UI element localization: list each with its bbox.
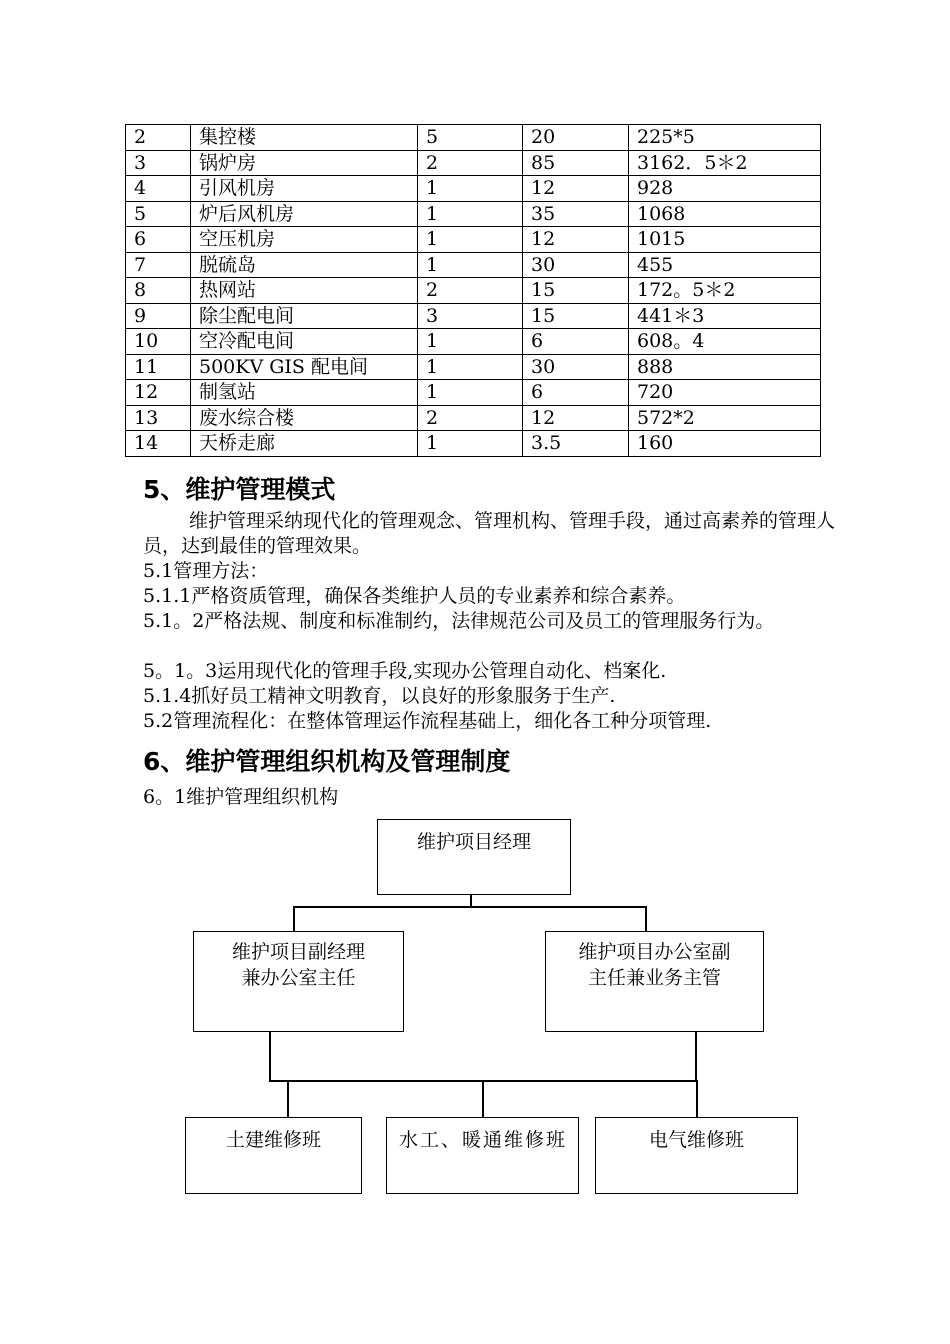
- connector-right: [645, 906, 647, 932]
- table-cell: 12: [126, 380, 191, 406]
- org-team-electrical-label: 电气维修班: [648, 1129, 744, 1151]
- table-cell: 制氢站: [191, 380, 418, 406]
- table-cell: 3.5: [523, 431, 629, 457]
- table-cell: 441＊3: [629, 303, 821, 329]
- para-5-1-2: 5.1。2严格法规、制度和标准制约，法律规范公司及员工的管理服务行为。: [143, 610, 775, 632]
- table-cell: 10: [126, 329, 191, 355]
- para-6-1: 6。1维护管理组织机构: [143, 786, 339, 808]
- org-deputy-manager-line1: 维护项目副经理: [231, 941, 365, 963]
- table-cell: 4: [126, 176, 191, 202]
- table-cell: 6: [523, 380, 629, 406]
- table-cell: 1: [418, 176, 523, 202]
- table-cell: 1: [418, 354, 523, 380]
- table-cell: 15: [523, 303, 629, 329]
- para-5-2: 5.2管理流程化：在整体管理运作流程基础上，细化各工种分项管理.: [143, 710, 712, 732]
- org-team-civil: [185, 1117, 362, 1194]
- table-cell: 7: [126, 252, 191, 278]
- table-cell: 除尘配电间: [191, 303, 418, 329]
- table-cell: 12: [523, 176, 629, 202]
- table-cell: 30: [523, 354, 629, 380]
- table-cell: 脱硫岛: [191, 252, 418, 278]
- table-cell: 1: [418, 252, 523, 278]
- table-cell: 1: [418, 227, 523, 253]
- para-5-1-3: 5。1。3运用现代化的管理手段,实现办公管理自动化、档案化.: [143, 660, 667, 682]
- table-cell: 11: [126, 354, 191, 380]
- table-cell: 455: [629, 252, 821, 278]
- table-cell: 2: [126, 125, 191, 151]
- table-row: [126, 125, 821, 151]
- table-cell: 85: [523, 150, 629, 176]
- table-row: [126, 150, 821, 176]
- para-5-1: 5.1管理方法：: [143, 560, 269, 582]
- table-cell: 500KV GIS 配电间: [191, 354, 418, 380]
- table-cell: 720: [629, 380, 821, 406]
- table-cell: 集控楼: [191, 125, 418, 151]
- table-cell: 空冷配电间: [191, 329, 418, 355]
- table-cell: 928: [629, 176, 821, 202]
- table-row: [126, 252, 821, 278]
- table-row: [126, 227, 821, 253]
- table-cell: 35: [523, 201, 629, 227]
- connector-left-down: [269, 1030, 271, 1081]
- org-deputy-manager: [193, 931, 404, 1032]
- table-cell: 锅炉房: [191, 150, 418, 176]
- table-cell: 1: [418, 329, 523, 355]
- table-cell: 炉后风机房: [191, 201, 418, 227]
- table-cell: 12: [523, 405, 629, 431]
- table-cell: 30: [523, 252, 629, 278]
- section-5-heading: 5、维护管理模式: [143, 475, 336, 504]
- table-row: [126, 278, 821, 304]
- table-cell: 3: [418, 303, 523, 329]
- org-team-civil-label: 土建维修班: [225, 1129, 321, 1151]
- para-5-1-4: 5.1.4抓好员工精神文明教育，以良好的形象服务于生产.: [143, 685, 616, 707]
- table-row: [126, 431, 821, 457]
- org-office-deputy-line2: 主任兼业务主管: [587, 967, 721, 989]
- connector-left: [293, 906, 295, 932]
- para-5-1-1: 5.1.1严格资质管理，确保各类维护人员的专业素养和综合素养。: [143, 585, 686, 607]
- table-cell: 5: [126, 201, 191, 227]
- table-cell: 天桥走廊: [191, 431, 418, 457]
- org-office-deputy: [545, 931, 764, 1032]
- org-office-deputy-line1: 维护项目办公室副: [578, 941, 731, 963]
- table-cell: 6: [523, 329, 629, 355]
- table-cell: 1015: [629, 227, 821, 253]
- table-cell: 160: [629, 431, 821, 457]
- org-deputy-manager-line2: 兼办公室主任: [241, 967, 356, 989]
- table-cell: 15: [523, 278, 629, 304]
- connector-team1: [287, 1080, 289, 1118]
- table-cell: 888: [629, 354, 821, 380]
- table-row: [126, 303, 821, 329]
- table-cell: 6: [126, 227, 191, 253]
- table-cell: 废水综合楼: [191, 405, 418, 431]
- building-table: [125, 124, 821, 457]
- table-row: [126, 405, 821, 431]
- table-cell: 172。5＊2: [629, 278, 821, 304]
- table-row: [126, 201, 821, 227]
- table-row: [126, 354, 821, 380]
- connector-level1-bar: [293, 906, 646, 908]
- table-cell: 608。4: [629, 329, 821, 355]
- table-cell: 2: [418, 150, 523, 176]
- table-row: [126, 380, 821, 406]
- table-cell: 9: [126, 303, 191, 329]
- table-cell: 3: [126, 150, 191, 176]
- table-cell: 13: [126, 405, 191, 431]
- table-cell: 3162．5＊2: [629, 150, 821, 176]
- table-cell: 1068: [629, 201, 821, 227]
- table-cell: 1: [418, 431, 523, 457]
- connector-team2: [482, 1080, 484, 1118]
- connector-right-down: [695, 1030, 697, 1081]
- table-cell: 20: [523, 125, 629, 151]
- org-project-manager-label: 维护项目经理: [416, 831, 531, 853]
- table-cell: 1: [418, 201, 523, 227]
- connector-top: [470, 893, 472, 907]
- section-6-heading: 6、维护管理组织机构及管理制度: [143, 747, 511, 776]
- table-cell: 2: [418, 405, 523, 431]
- table-cell: 空压机房: [191, 227, 418, 253]
- table-cell: 2: [418, 278, 523, 304]
- table-cell: 热网站: [191, 278, 418, 304]
- table-row: [126, 176, 821, 202]
- table-cell: 572*2: [629, 405, 821, 431]
- connector-team3: [696, 1080, 698, 1118]
- table-cell: 引风机房: [191, 176, 418, 202]
- org-team-water-hvac: [386, 1117, 579, 1194]
- table-cell: 8: [126, 278, 191, 304]
- org-team-water-hvac-label: 水工、暖通维修班: [399, 1129, 568, 1151]
- table-cell: 1: [418, 380, 523, 406]
- table-cell: 5: [418, 125, 523, 151]
- table-cell: 12: [523, 227, 629, 253]
- table-row: [126, 329, 821, 355]
- table-cell: 225*5: [629, 125, 821, 151]
- org-team-electrical: [595, 1117, 798, 1194]
- org-project-manager: [377, 819, 571, 895]
- table-cell: 14: [126, 431, 191, 457]
- section-5-intro: 维护管理采纳现代化的管理观念、管理机构、管理手段，通过高素养的管理人员，达到最佳的管理效果。: [143, 510, 836, 557]
